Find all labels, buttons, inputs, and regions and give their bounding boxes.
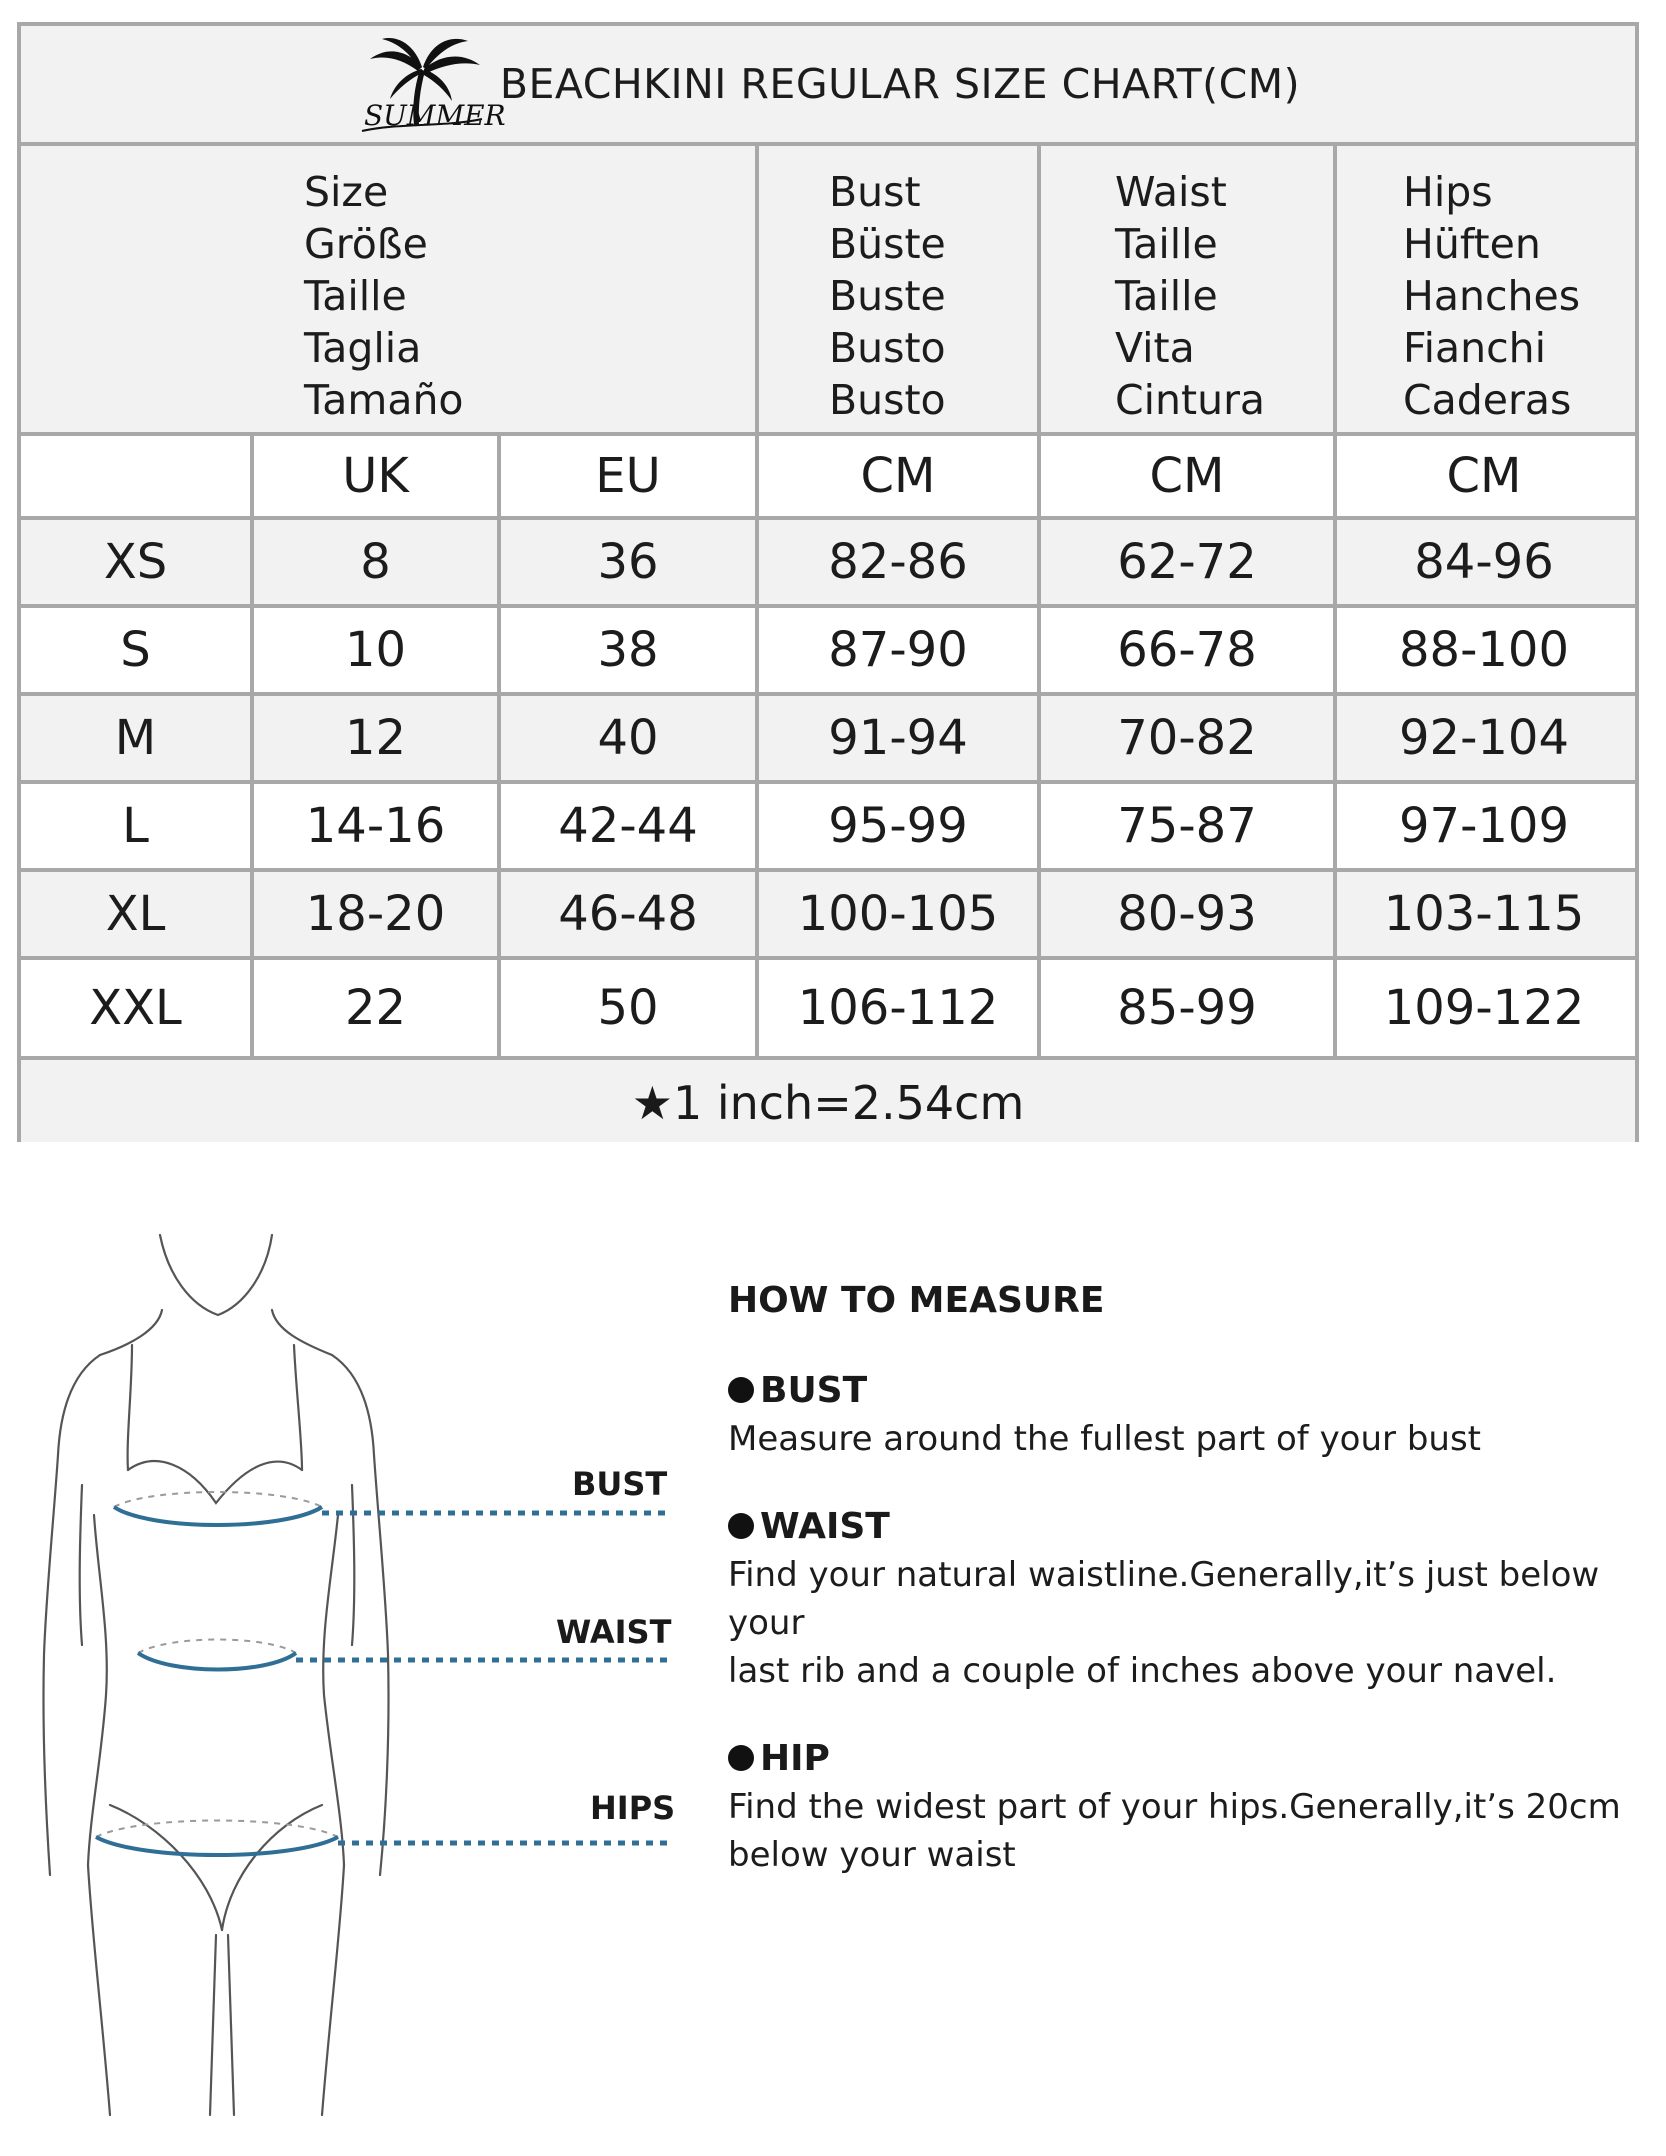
- unit-eu: EU: [595, 448, 661, 504]
- body-outline-illustration: [40, 1215, 690, 2135]
- logo-summer-text: SUMMER: [363, 99, 506, 132]
- size-chart-table: SUMMER BEACHKINI REGULAR SIZE CHART(CM) Size Größe Taille Taglia Tamaño Bust Büste Buste Busto Busto Waist Taille Taille Vita Cintura Hips Hüften Hanches Fianchi Caderas UK EU CM CM CM XS 8 36 82-86 62-72 84-96 S 10 38 87-90 66-78 88-100 M 12 40 91-94 70-82 92-104 L 14-16 42-44 95-99 75-87 97-109 XL 18-20 46-48 100-105 80-93 103-115 XXL 22 50 106-112 85-99 109-122 ★1 inch=2.54cm: [17, 22, 1639, 1142]
- hips-label: HIPS: [590, 1789, 676, 1827]
- bust-header: Bust Büste Buste Busto Busto: [829, 168, 946, 424]
- conversion-footnote: ★1 inch=2.54cm: [631, 1076, 1025, 1130]
- waist-tape: [138, 1653, 296, 1670]
- bullet-icon: [728, 1377, 754, 1403]
- waist-instructions: WAIST Find your natural waistline.Generally,it’s just below your last rib and a couple of inches above your navel.: [728, 1506, 1600, 1691]
- unit-waist-cm: CM: [1149, 448, 1225, 504]
- size-header: Size Größe Taille Taglia Tamaño: [304, 168, 464, 424]
- chart-title: BEACHKINI REGULAR SIZE CHART(CM): [499, 60, 1301, 108]
- bust-label: BUST: [572, 1465, 668, 1503]
- how-to-measure-title: HOW TO MEASURE: [728, 1280, 1105, 1321]
- waist-label: WAIST: [556, 1613, 672, 1651]
- waist-instructions-title: WAIST: [760, 1506, 890, 1547]
- waist-header: Waist Taille Taille Vita Cintura: [1115, 168, 1266, 424]
- summer-palm-logo: [356, 29, 506, 139]
- bullet-icon: [728, 1513, 754, 1539]
- bust-tape: [114, 1507, 322, 1525]
- chart-title-row: [21, 26, 1635, 142]
- body-measurement-figure: [40, 1215, 690, 2135]
- hips-tape: [96, 1837, 338, 1855]
- unit-hips-cm: CM: [1446, 448, 1522, 504]
- bust-instructions-title: BUST: [760, 1370, 868, 1411]
- unit-uk: UK: [342, 448, 409, 504]
- bust-instructions: BUST Measure around the fullest part of your bust: [728, 1370, 1481, 1459]
- how-to-measure-section: [728, 1280, 1658, 1919]
- hip-instructions: HIP Find the widest part of your hips.Generally,it’s 20cm below your waist: [728, 1738, 1621, 1875]
- bullet-icon: [728, 1745, 754, 1771]
- hip-instructions-title: HIP: [760, 1738, 830, 1779]
- unit-bust-cm: CM: [860, 448, 936, 504]
- hips-header: Hips Hüften Hanches Fianchi Caderas: [1403, 168, 1581, 424]
